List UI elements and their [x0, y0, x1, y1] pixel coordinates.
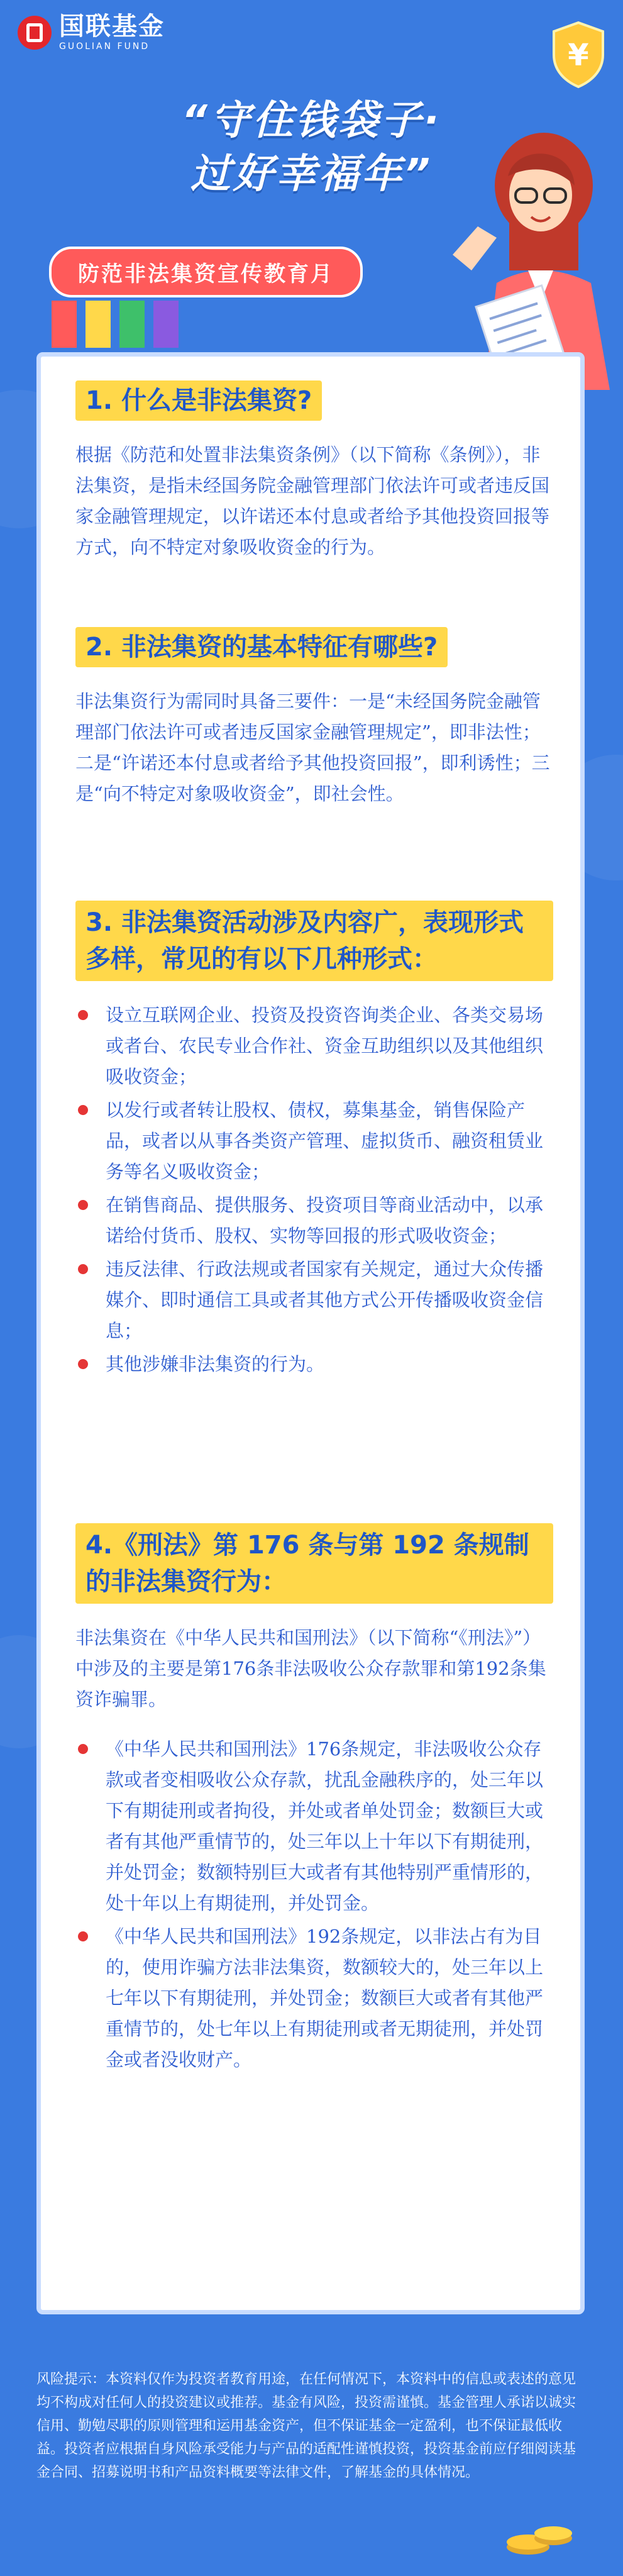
bullet-dot-icon: [78, 1010, 88, 1020]
logo: [18, 14, 165, 52]
list-item: [75, 1921, 553, 2075]
list-item-text: 《中华人民共和国刑法》192条规定，以非法占有为目的，使用诈骗方法非法集资，数额较大的，处三年以上七年以下有期徒刑，并处罚金；数额巨大或者有其他严重情节的，处七年以上有期徒刑或者无期徒刑，并处罚金或者没收财产。: [106, 1926, 544, 2070]
bullet-dot-icon: [78, 1744, 88, 1754]
logo-name-cn: 国联基金: [59, 12, 165, 41]
logo-name-en: GUOLIAN FUND: [59, 42, 150, 52]
color-bars: [52, 301, 179, 348]
section-2: [75, 627, 553, 809]
list-item: [75, 1254, 553, 1346]
bullet-dot-icon: [78, 1264, 88, 1274]
section-3-list: [75, 1000, 553, 1380]
risk-disclaimer: 风险提示：本资料仅作为投资者教育用途，在任何情况下，本资料中的信息或表述的意见均不构成对任何人的投资建议或推荐。基金有风险，投资需谨慎。基金管理人承诺以诚实信用、勤勉尽职的原则管理和运用基金资产，但不保证基金一定盈利，也不保证最低收益。投资者应根据自身风险承受能力与产品的适配性谨慎投资，投资基金前应仔细阅读基金合同、招募说明书和产品资料概要等法律文件，了解基金的具体情况。: [36, 2372, 576, 2480]
color-bar: [119, 301, 145, 348]
color-bar: [85, 301, 111, 348]
woman-illustration: [440, 126, 616, 390]
gold-coins-icon: [503, 2509, 578, 2560]
list-item: [75, 1190, 553, 1252]
section-2-title: 2. 非法集资的基本特征有哪些?: [75, 627, 448, 667]
yen-shield-icon: [550, 20, 607, 89]
bullet-dot-icon: [78, 1200, 88, 1210]
list-item-text: 《中华人民共和国刑法》176条规定，非法吸收公众存款或者变相吸收公众存款，扰乱金融秩序的，处三年以下有期徒刑或者拘役，并处或者单处罚金；数额巨大或者有其他严重情节的，处三年以上十年以下有期徒刑，并处罚金；数额特别巨大或者有其他特别严重情形的，处十年以上有期徒刑，并处罚金。: [106, 1738, 544, 1914]
section-4-body: 非法集资在《中华人民共和国刑法》（以下简称“《刑法》”）中涉及的主要是第176条非法吸收公众存款罪和第192条集资诈骗罪。: [75, 1627, 546, 1710]
section-1-body: 根据《防范和处置非法集资条例》（以下简称《条例》），非法集资，是指未经国务院金融管理部门依法许可或者违反国家金融管理规定，以许诺还本付息或者给予其他投资回报等方式，向不特定对象吸收资金的行为。: [75, 444, 550, 558]
list-item-text: 违反法律、行政法规或者国家有关规定，通过大众传播媒介、即时通信工具或者其他方式公开传播吸收资金信息；: [106, 1258, 544, 1341]
slogan-line-1: “守住钱袋子·: [181, 97, 442, 144]
svg-text:¥: ¥: [568, 38, 589, 73]
slogan-line-2: 过好幸福年”: [190, 151, 433, 197]
section-4: [75, 1523, 553, 2078]
bullet-dot-icon: [78, 1105, 88, 1115]
bullet-dot-icon: [78, 1359, 88, 1369]
list-item-text: 设立互联网企业、投资及投资咨询类企业、各类交易场或者台、农民专业合作社、资金互助组织以及其他组织吸收资金；: [106, 1004, 544, 1087]
list-item-text: 以发行或者转让股权、债权，募集基金，销售保险产品，或者以从事各类资产管理、虚拟货币、融资租赁业务等名义吸收资金；: [106, 1099, 544, 1182]
campaign-banner: 防范非法集资宣传教育月: [49, 247, 363, 297]
section-4-title: 4.《刑法》第 176 条与第 192 条规制的非法集资行为：: [75, 1523, 553, 1604]
color-bar: [153, 301, 179, 348]
section-3: [75, 901, 553, 1382]
list-item: [75, 1734, 553, 1919]
list-item: [75, 1000, 553, 1092]
section-3-title: 3. 非法集资活动涉及内容广，表现形式多样，常见的有以下几种形式：: [75, 901, 553, 981]
content-card: [36, 352, 585, 2314]
bullet-dot-icon: [78, 1931, 88, 1941]
list-item-text: 在销售商品、提供服务、投资项目等商业活动中，以承诺给付货币、股权、实物等回报的形式吸收资金；: [106, 1194, 544, 1246]
section-2-body: 非法集资行为需同时具备三要件：一是“未经国务院金融管理部门依法许可或者违反国家金融管理规定”，即非法性；二是“许诺还本付息或者给予其他投资回报”，即利诱性；三是“向不特定对象吸收资金”，即社会性。: [75, 691, 550, 804]
color-bar: [52, 301, 77, 348]
logo-icon: [18, 16, 52, 50]
section-1-title: 1. 什么是非法集资?: [75, 380, 322, 421]
section-4-list: [75, 1734, 553, 2075]
list-item: [75, 1095, 553, 1187]
list-item: [75, 1349, 553, 1380]
list-item-text: 其他涉嫌非法集资的行为。: [106, 1353, 325, 1375]
section-1: [75, 380, 553, 563]
